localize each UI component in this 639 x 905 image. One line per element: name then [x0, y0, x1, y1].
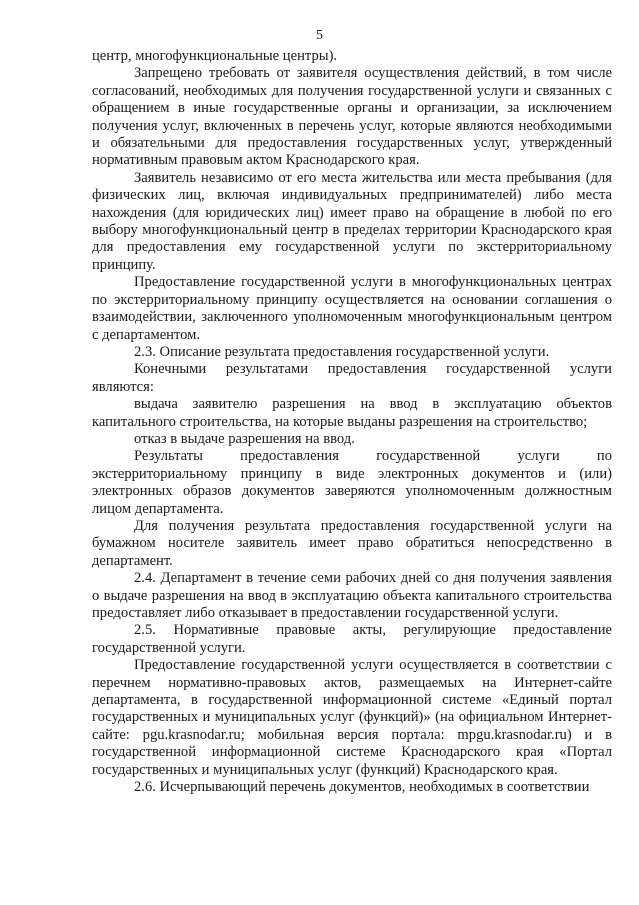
- paragraph: центр, многофункциональные центры).: [92, 48, 338, 64]
- section-paragraph: 2.4. Департамент в течение семи рабочих дней со дня получения заявления о выдаче разрешения на ввод в эксплуатацию объекта капитального строительства предоставляет либо отказывает в предоставлении государственной услуги.: [92, 570, 612, 621]
- section-heading: 2.5. Нормативные правовые акты, регулирующие предоставление государственной услуги.: [92, 622, 612, 656]
- paragraph: Предоставление государственной услуги в многофункциональных центрах по экстерриториальному принципу осуществляется на основании соглашения о взаимодействии, заключенного уполномоченным многофункциональным центром с департаментом.: [92, 274, 612, 343]
- document-body: [92, 48, 612, 796]
- paragraph: отказ в выдаче разрешения на ввод.: [134, 430, 355, 447]
- paragraph: Заявитель независимо от его места жительства или места пребывания (для физических лиц, включая индивидуальных предпринимателей) либо места нахождения (для юридических лиц) имеет право на обращение в любой по его выбору многофункциональный центр в пределах территории Краснодарского края для предоставления ему государственной услуги по экстерриториальному принципу.: [92, 169, 612, 273]
- paragraph: Результаты предоставления государственной услуги по экстерриториальному принципу в виде электронных документов и (или) электронных образов документов заверяются уполномоченным должностным лицом департамента.: [92, 448, 612, 517]
- paragraph: Предоставление государственной услуги осуществляется в соответствии с перечнем нормативно-правовых актов, размещаемых на Интернет-сайте департамента, в государственной информационной системе «Единый портал государственных и муниципальных услуг (функций)» (на официальном Интернет-сайте: pgu.krasnodar.ru; мобильная версия портала: mpgu.krasnodar.ru) и в государственной информационной системе Краснодарского края «Портал государственных и муниципальных услуг (функций) Краснодарского края.: [92, 657, 612, 778]
- section-heading: 2.6. Исчерпывающий перечень документов, необходимых в соответствии: [134, 779, 590, 796]
- paragraph: выдача заявителю разрешения на ввод в эксплуатацию объектов капитального строительства, на которые выданы разрешения на строительство;: [92, 396, 612, 430]
- page-number: 5: [316, 28, 323, 43]
- section-heading: 2.3. Описание результата предоставления государственной услуги.: [134, 343, 550, 360]
- paragraph: Для получения результата предоставления государственной услуги на бумажном носителе заявитель имеет право обратиться непосредственно в департамент.: [92, 517, 612, 569]
- paragraph: Конечными результатами предоставления государственной услуги являются:: [92, 361, 612, 395]
- paragraph: Запрещено требовать от заявителя осуществления действий, в том числе согласований, необходимых для получения государственной услуги и связанных с обращением в иные государственные органы и организации, за исключением получения услуг, включенных в перечень услуг, которые являются необходимыми и обязательными для предоставления государственных услуг, утвержденный нормативным правовым актом Краснодарского края.: [92, 65, 612, 169]
